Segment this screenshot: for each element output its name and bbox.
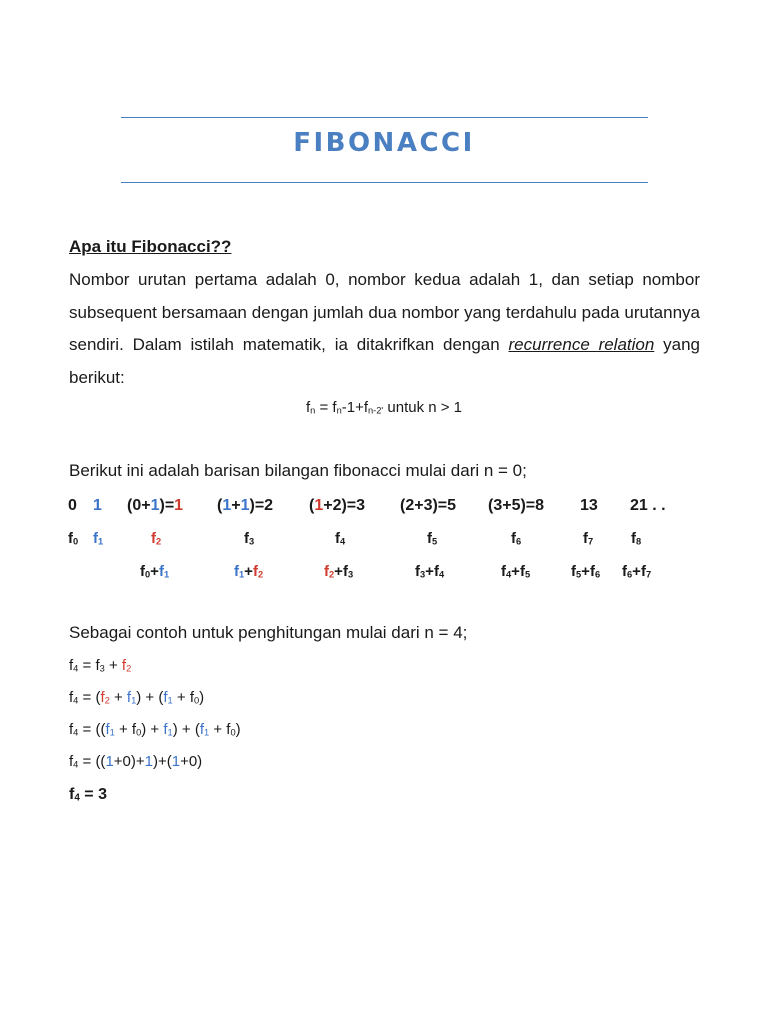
sum-f2-f3: $f_2+f_3$ — [324, 563, 354, 580]
example-step-3: $f_4 = ((f_1 + f_0) + f_1) + (f_1 + f_0)$ — [69, 721, 241, 738]
index-f2: $f_2$ — [151, 530, 162, 547]
definition-paragraph — [69, 264, 700, 394]
sum-f1-f2: $f_1+f_2$ — [234, 563, 264, 580]
index-f4: $f_4$ — [335, 530, 346, 547]
example-step-4: $f_4 = ((1+0)+1)+(1+0)$ — [69, 753, 203, 770]
formula-f: f — [305, 399, 311, 416]
index-f8: $f_8$ — [631, 530, 642, 547]
sum-f4-f5: $f_4+f_5$ — [501, 563, 531, 580]
index-f7: $f_7$ — [583, 530, 594, 547]
index-f3: $f_3$ — [244, 530, 255, 547]
sequence-term-7: 13 — [580, 497, 598, 514]
sum-f0-f1: $f_0+f_1$ — [140, 563, 170, 580]
sequence-term-6: (3+5)=8 — [488, 497, 545, 514]
example-step-1: $f_4 = f_3 + f_2$ — [69, 657, 132, 674]
sequence-term-8: 21 . . — [630, 497, 666, 514]
sequence-term-5: (2+3)=5 — [400, 497, 457, 514]
example-step-2: $f_4 = (f_2 + f_1) + (f_1 + f_0)$ — [69, 689, 205, 706]
sequence-term-1: 1 — [93, 497, 102, 514]
index-f0: $f_0$ — [68, 530, 79, 547]
index-f1: $f_1$ — [93, 530, 104, 547]
formula-sub: n — [310, 405, 316, 416]
page-title: FIBONACCI — [293, 128, 475, 158]
sequence-term-2: (0+1)=1 — [127, 497, 184, 514]
formula-f: = f — [315, 399, 337, 416]
formula-f: -1+f — [341, 399, 368, 416]
sequence-term-0: 0 — [68, 497, 77, 514]
example-result: $f_4 = 3$ — [69, 786, 107, 804]
formula-sub: n-2' — [368, 405, 384, 416]
paragraph-text-end: yang berikut: — [69, 335, 700, 387]
recurrence-term: recurrence relation — [508, 335, 655, 354]
formula-condition: untuk n > 1 — [383, 399, 463, 416]
sum-f5-f6: $f_5+f_6$ — [571, 563, 601, 580]
index-f5: $f_5$ — [427, 530, 438, 547]
sequence-term-3: (1+1)=2 — [217, 497, 274, 514]
example-intro: Sebagai contoh untuk penghitungan mulai dari n = 4; — [69, 623, 468, 642]
paragraph-text: Nombor urutan pertama adalah 0, nombor kedua adalah 1, dan setiap nombor subsequent bersamaan dengan jumlah dua nombor yang terdahulu pada urutannya sendiri. Dalam istilah matematik, ia ditakrifkan dengan — [69, 270, 700, 354]
sequence-intro: Berikut ini adalah barisan bilangan fibonacci mulai dari n = 0; — [69, 461, 527, 480]
formula-sub: n — [336, 405, 342, 416]
sequence-term-4: (1+2)=3 — [309, 497, 366, 514]
sum-f6-f7: $f_6+f_7$ — [622, 563, 652, 580]
index-f6: $f_6$ — [511, 530, 522, 547]
bottom-rule — [121, 182, 648, 183]
sum-f3-f4: $f_3+f_4$ — [415, 563, 445, 580]
top-rule — [121, 117, 648, 118]
section-heading: Apa itu Fibonacci?? — [69, 237, 232, 256]
recurrence-formula — [0, 399, 768, 416]
